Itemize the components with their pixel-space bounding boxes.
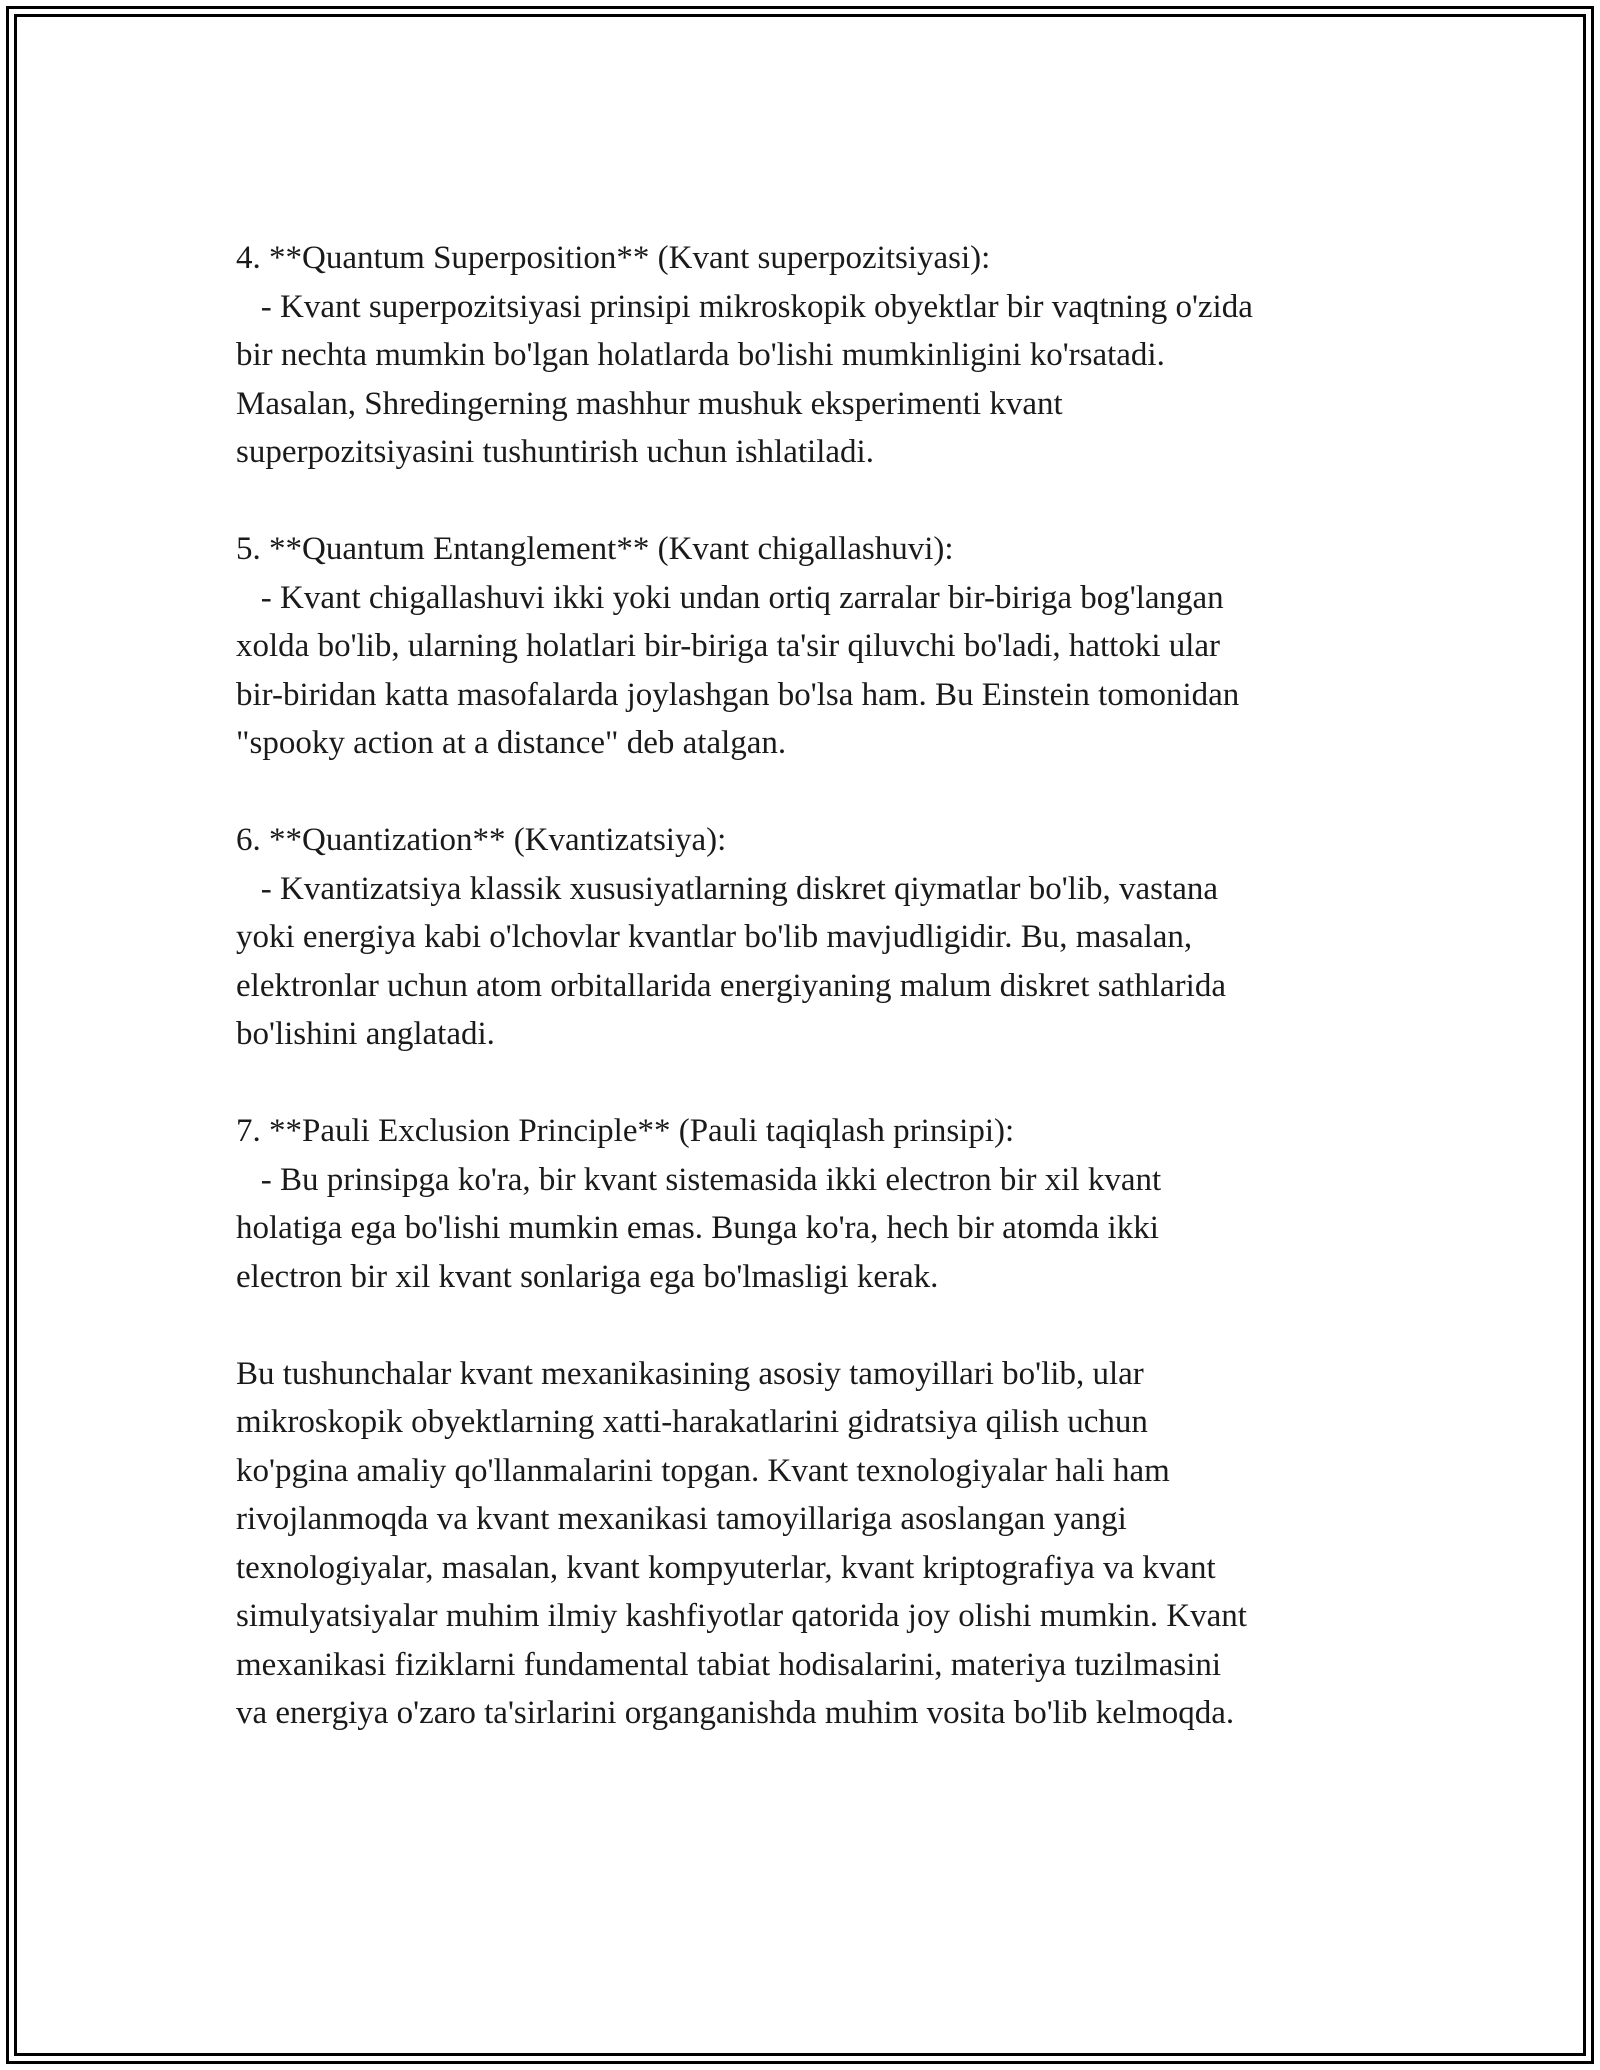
paragraph-gap [236, 768, 1386, 817]
body-line: "spooky action at a distance" deb atalgan. [236, 725, 787, 761]
body-line: mexanikasi fiziklarni fundamental tabiat hodisalarini, materiya tuzilmasini [236, 1646, 1222, 1683]
section-pauli-exclusion [236, 1107, 1386, 1301]
body-line: yoki energiya kabi o'lchovlar kvantlar bo'lib mavjudligidir. Bu, masalan, [236, 919, 1193, 955]
section-heading: 7. **Pauli Exclusion Principle** (Pauli taqiqlash prinsipi): [236, 1113, 1015, 1149]
body-line: - Kvant chigallashuvi ikki yoki undan ortiq zarralar bir-biriga bog'langan [236, 579, 1224, 616]
section-quantization [236, 816, 1386, 1059]
body-line: bo'lishini anglatadi. [236, 1016, 495, 1052]
body-line: bir-biridan katta masofalarda joylashgan bo'lsa ham. Bu Einstein tomonidan [236, 676, 1240, 713]
section-entanglement [236, 525, 1386, 768]
body-line: Bu tushunchalar kvant mexanikasining asosiy tamoyillari bo'lib, ular [236, 1355, 1144, 1392]
body-line: - Kvantizatsiya klassik xususiyatlarning diskret qiymatlar bo'lib, vastana [236, 870, 1218, 907]
body-line: elektronlar uchun atom orbitallarida energiyaning malum diskret sathlarida [236, 967, 1226, 1004]
section-heading: 6. **Quantization** (Kvantizatsiya): [236, 822, 727, 858]
body-line: simulyatsiyalar muhim ilmiy kashfiyotlar qatorida joy olishi mumkin. Kvant [236, 1598, 1247, 1634]
body-line: - Bu prinsipga ko'ra, bir kvant sistemasida ikki electron bir xil kvant [236, 1161, 1162, 1198]
section-heading: 5. **Quantum Entanglement** (Kvant chigallashuvi): [236, 531, 954, 567]
paragraph-gap [236, 1301, 1386, 1350]
body-line: electron bir xil kvant sonlariga ega bo'lmasligi kerak. [236, 1258, 939, 1295]
section-heading: 4. **Quantum Superposition** (Kvant superpozitsiyasi): [236, 240, 991, 276]
body-line: rivojlanmoqda va kvant mexanikasi tamoyillariga asoslangan yangi [236, 1501, 1127, 1537]
body-line: texnologiyalar, masalan, kvant kompyuterlar, kvant kriptografiya va kvant [236, 1549, 1216, 1586]
paragraph-gap [236, 1059, 1386, 1108]
paragraph-gap [236, 477, 1386, 526]
body-line: holatiga ega bo'lishi mumkin emas. Bunga ko'ra, hech bir atomda ikki [236, 1210, 1159, 1246]
section-superposition [236, 234, 1386, 477]
body-line: bir nechta mumkin bo'lgan holatlarda bo'lishi mumkinligini ko'rsatadi. [236, 337, 1165, 373]
body-line: Masalan, Shredingerning mashhur mushuk eksperimenti kvant [236, 385, 1063, 422]
body-line: ko'pgina amaliy qo'llanmalarini topgan. Kvant texnologiyalar hali ham [236, 1452, 1170, 1489]
conclusion-paragraph [236, 1350, 1386, 1738]
document-body [236, 234, 1386, 1738]
body-line: mikroskopik obyektlarning xatti-harakatlarini gidratsiya qilish uchun [236, 1404, 1148, 1440]
body-line: xolda bo'lib, ularning holatlari bir-biriga ta'sir qiluvchi bo'ladi, hattoki ular [236, 628, 1221, 664]
body-line: - Kvant superpozitsiyasi prinsipi mikroskopik obyektlar bir vaqtning o'zida [236, 288, 1253, 325]
body-line: superpozitsiyasini tushuntirish uchun ishlatiladi. [236, 434, 874, 470]
body-line: va energiya o'zaro ta'sirlarini organganishda muhim vosita bo'lib kelmoqda. [236, 1695, 1235, 1731]
